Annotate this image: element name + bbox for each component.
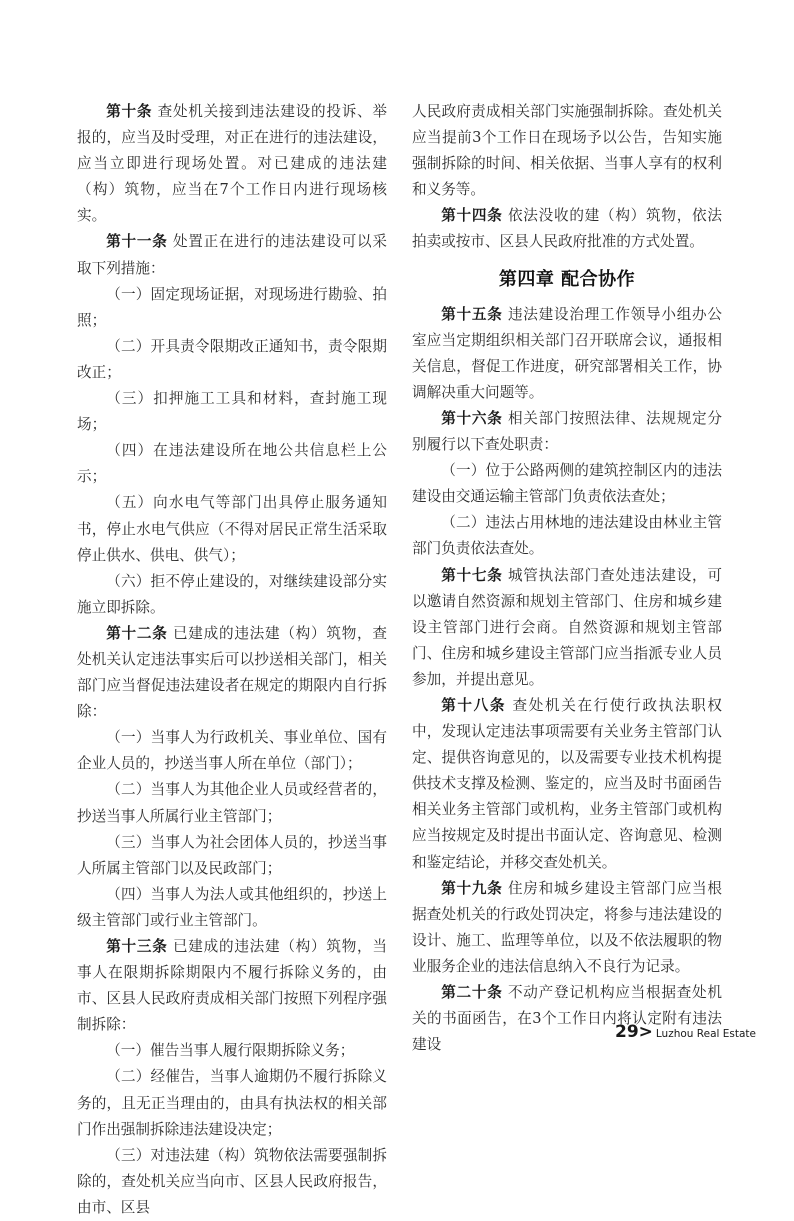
article-label: 第十六条 — [441, 409, 503, 427]
article-paragraph — [77, 99, 387, 229]
clause-paragraph — [77, 490, 387, 568]
article-label: 第十四条 — [441, 207, 503, 225]
paragraph-text: （二）当事人为其他企业人员或经营者的，抄送当事人所属行业主管部门； — [77, 781, 387, 825]
paragraph-text: 不动产登记机构应当根据查处机关的书面函告，在3个工作日内将认定附有违法建设 — [412, 984, 722, 1054]
clause-paragraph — [77, 830, 387, 882]
right-text-column — [412, 99, 722, 1058]
paragraph-text: 相关部门按照法律、法规规定分别履行以下查处职责： — [412, 409, 722, 454]
clause-paragraph — [77, 282, 387, 334]
publication-name: Luzhou Real Estate — [655, 1028, 756, 1040]
paragraph-text: （六）拒不停止建设的，对继续建设部分实施立即拆除。 — [77, 572, 387, 616]
page-number: 29> — [614, 1022, 653, 1042]
paragraph-text: 依法没收的建（构）筑物，依法拍卖或按市、区县人民政府批准的方式处置。 — [412, 207, 722, 251]
paragraph-text: （一）当事人为行政机关、事业单位、国有企业人员的，抄送当事人所在单位（部门）； — [77, 729, 387, 773]
paragraph-text: 已建成的违法建（构）筑物，查处机关认定违法事实后可以抄送相关部门，相关部门应当督促违法建设者在规定的期限内自行拆除： — [77, 624, 387, 721]
paragraph-text: （二）经催告，当事人逾期仍不履行拆除义务的，且无正当理由的，由具有执法权的相关部门作出强制拆除违法建设决定； — [77, 1068, 387, 1138]
article-label: 第十条 — [106, 103, 153, 120]
article-paragraph — [77, 934, 387, 1038]
article-paragraph — [412, 406, 722, 458]
article-paragraph — [412, 563, 722, 693]
left-text-column — [77, 99, 387, 1221]
clause-paragraph — [77, 569, 387, 621]
paragraph-text: （一）位于公路两侧的建筑控制区内的违法建设由交通运输主管部门负责依法查处； — [412, 462, 722, 506]
article-label: 第十三条 — [106, 938, 168, 955]
paragraph-text: （四）当事人为法人或其他组织的，抄送上级主管部门或行业主管部门。 — [77, 885, 387, 929]
clause-paragraph — [77, 1143, 387, 1221]
paragraph-text: 人民政府责成相关部门实施强制拆除。查处机关应当提前3个工作日在现场予以公告，告知实施强制拆除的时间、相关依据、当事人享有的权利和义务等。 — [412, 103, 722, 199]
article-paragraph — [412, 980, 722, 1058]
clause-paragraph — [412, 99, 722, 203]
clause-paragraph — [77, 725, 387, 777]
paragraph-text: 已建成的违法建（构）筑物，当事人在限期拆除期限内不履行拆除义务的，由市、区县人民政府责成相关部门按照下列程序强制拆除： — [77, 938, 387, 1034]
paragraph-text: （二）开具责令限期改正通知书，责令限期改正； — [77, 337, 387, 381]
clause-paragraph — [77, 438, 387, 490]
article-paragraph — [412, 302, 722, 406]
paragraph-text: （三）扣押施工工具和材料，查封施工现场； — [77, 390, 387, 434]
article-label: 第十五条 — [441, 305, 503, 323]
article-label: 第十八条 — [441, 696, 507, 714]
article-label: 第二十条 — [441, 984, 503, 1001]
paragraph-text: （一）催告当事人履行限期拆除义务； — [106, 1042, 355, 1060]
article-paragraph — [77, 229, 387, 281]
article-paragraph — [412, 876, 722, 980]
paragraph-text: 城管执法部门查处违法建设，可以邀请自然资源和规划主管部门、住房和城乡建设主管部门进行会商。自然资源和规划主管部门、住房和城乡建设主管部门应当指派专业人员参加，并提出意见。 — [412, 566, 722, 688]
paragraph-text: （二）违法占用林地的违法建设由林业主管部门负责依法查处。 — [412, 514, 722, 558]
paragraph-text: （一）固定现场证据，对现场进行勘验、拍照； — [77, 285, 387, 329]
clause-paragraph — [77, 1064, 387, 1142]
paragraph-text: （三）当事人为社会团体人员的，抄送当事人所属主管部门以及民政部门； — [77, 833, 387, 877]
chapter-heading: 第四章 配合协作 — [498, 268, 636, 290]
article-paragraph — [77, 621, 387, 725]
paragraph-text: 住房和城乡建设主管部门应当根据查处机关的行政处罚决定，将参与违法建设的设计、施工、监理等单位，以及不依法履职的物业服务企业的违法信息纳入不良行为记录。 — [412, 879, 722, 975]
article-label: 第十一条 — [106, 233, 168, 251]
article-label: 第十二条 — [106, 624, 168, 642]
article-label: 第十七条 — [441, 566, 503, 584]
page-footer — [615, 1022, 756, 1042]
article-label: 第十九条 — [441, 879, 503, 897]
paragraph-text: 处置正在进行的违法建设可以采取下列措施： — [77, 233, 387, 277]
paragraph-text: （五）向水电气等部门出具停止服务通知书，停止水电气供应（不得对居民正常生活采取停止供水、供电、供气）； — [77, 494, 387, 564]
article-paragraph — [412, 203, 722, 255]
paragraph-text: （四）在违法建设所在地公共信息栏上公示； — [77, 442, 387, 486]
clause-paragraph — [412, 458, 722, 510]
clause-paragraph — [412, 510, 722, 562]
clause-paragraph — [77, 386, 387, 438]
clause-paragraph — [77, 334, 387, 386]
paragraph-text: 查处机关接到违法建设的投诉、举报的，应当及时受理，对正在进行的违法建设，应当立即进行现场处置。对已建成的违法建（构）筑物，应当在7个工作日内进行现场核实。 — [77, 103, 387, 225]
clause-paragraph — [77, 777, 387, 829]
paragraph-text: 查处机关在行使行政执法职权中，发现认定违法事项需要有关业务主管部门认定、提供咨询意见的，以及需要专业技术机构提供技术支撑及检测、鉴定的，应当及时书面函告相关业务主管部门或机构，业务主管部门或机构应当按规定及时提出书面认定、咨询意见、检测和鉴定结论，并移交查处机关。 — [412, 696, 722, 871]
article-paragraph — [412, 693, 722, 876]
clause-paragraph — [77, 1038, 387, 1064]
paragraph-text: （三）对违法建（构）筑物依法需要强制拆除的，查处机关应当向市、区县人民政府报告，由市、区县 — [77, 1146, 387, 1216]
clause-paragraph — [77, 882, 387, 934]
paragraph-text: 违法建设治理工作领导小组办公室应当定期组织相关部门召开联席会议，通报相关信息，督促工作进度，研究部署相关工作，协调解决重大问题等。 — [412, 305, 722, 401]
